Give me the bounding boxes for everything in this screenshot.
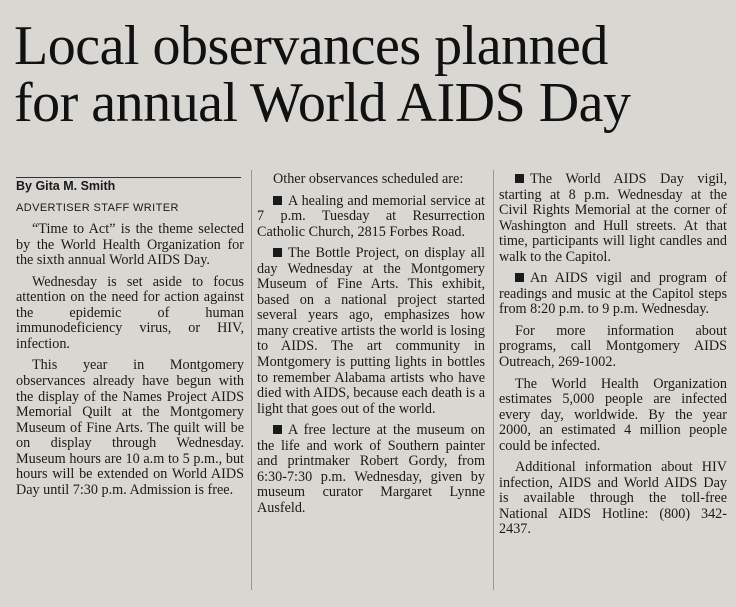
paragraph: For more information about programs, call Montgomery AIDS Outreach, 269-1002. xyxy=(499,322,727,371)
square-bullet-icon xyxy=(273,425,282,434)
paragraph: “Time to Act” is the theme selected by the World Health Organization for the sixth annual World AIDS Day. xyxy=(16,221,244,269)
paragraph: Other observances scheduled are: xyxy=(273,171,464,187)
bullet-paragraph xyxy=(257,246,485,417)
headline-line-2: for annual World AIDS Day xyxy=(14,72,631,134)
paragraph: Wednesday is set aside to focus attention on the need for action against the epidemic of human immunodeficiency virus, or HIV, infection. xyxy=(16,273,244,352)
bullet-paragraph xyxy=(257,423,485,516)
paragraph-text: A healing and memorial service at 7 p.m. Tuesday at Resurrection Catholic Church, 2815 Forbes Road. xyxy=(257,192,485,240)
byline-title: ADVERTISER STAFF WRITER xyxy=(16,201,179,214)
paragraph: This year in Montgomery observances already have begun with the display of the Names Project AIDS Memorial Quilt at the Montgomery Museum of Fine Arts. The quilt will be on display through Wednesday. Museum hours are 10 a.m to 5 p.m., but hours will be extended on World AIDS Day until 7:30 p.m. Admission is free. xyxy=(16,357,244,498)
bullet-paragraph xyxy=(499,271,727,318)
headline xyxy=(14,15,726,134)
square-bullet-icon xyxy=(273,196,282,205)
article-column-1 xyxy=(16,177,244,504)
paragraph: Additional information about HIV infection, AIDS and World AIDS Day is available through the toll-free National AIDS Hotline: (800) 342-2437. xyxy=(499,459,727,538)
article-column-3 xyxy=(499,172,727,544)
paragraph-text: The Bottle Project, on display all day Wednesday at the Montgomery Museum of Fine Arts. This exhibit, based on a national project started several years ago, emphasizes how many creative artists the world is losing to AIDS. The art community in Montgomery is putting lights in bottles to remember Alabama artists who have died with AIDS, because each death is a light that goes out of the world. xyxy=(257,245,485,417)
byline-author: By Gita M. Smith xyxy=(16,179,116,193)
column-divider-1 xyxy=(251,170,252,590)
headline-line-1: Local observances planned xyxy=(14,15,608,77)
bullet-paragraph xyxy=(257,194,485,241)
paragraph-text: The World AIDS Day vigil, starting at 8 p.m. Wednesday at the Civil Rights Memorial at the corner of Washington and Hull streets. At that time, participants will light candles and walk to the Capitol. xyxy=(499,171,727,265)
paragraph-text: A free lecture at the museum on the life and work of Southern painter and printmaker Robert Gordy, from 6:30-7:30 p.m. Wednesday, given by museum curator Margaret Lynne Ausfeld. xyxy=(257,422,485,516)
column-divider-2 xyxy=(493,170,494,590)
square-bullet-icon xyxy=(515,273,524,282)
square-bullet-icon xyxy=(273,248,282,257)
square-bullet-icon xyxy=(515,174,524,183)
paragraph-text: An AIDS vigil and program of readings and music at the Capitol steps from 8:20 p.m. to 9 p.m. Wednesday. xyxy=(499,270,727,318)
article-column-2 xyxy=(257,172,485,522)
bullet-paragraph xyxy=(499,172,727,265)
paragraph: The World Health Organization estimates 5,000 people are infected every day, worldwide. By the year 2000, an estimated 4 million people could be infected. xyxy=(499,375,727,454)
